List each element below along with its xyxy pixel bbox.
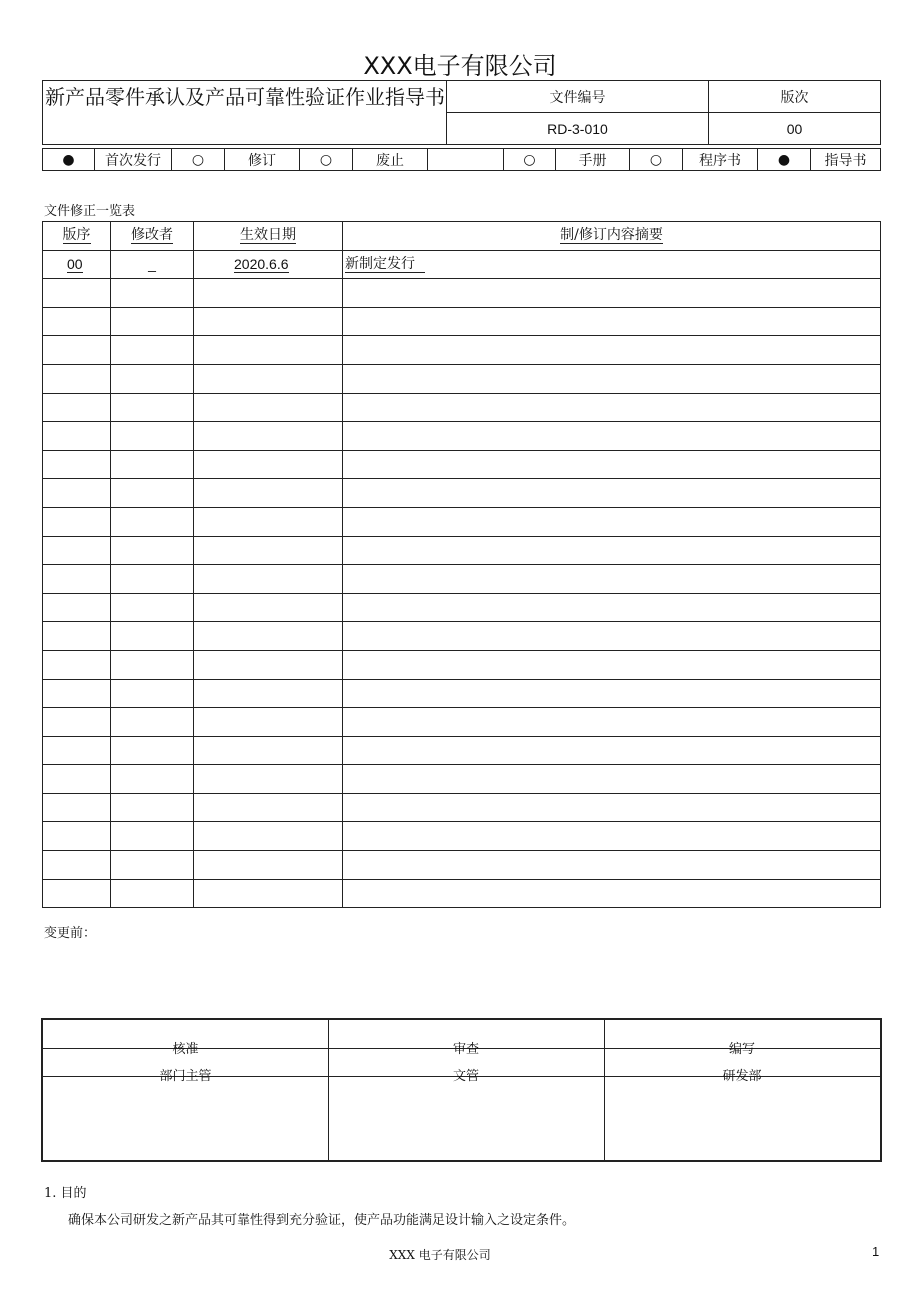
approval-author-label: 编写	[728, 1042, 755, 1057]
table-row	[43, 822, 881, 851]
approval-doc-control-label: 文管	[452, 1069, 479, 1084]
empty-cell	[194, 650, 343, 679]
empty-cell	[111, 422, 194, 451]
status-manual-mark: ○	[504, 149, 556, 171]
status-blank-cell	[428, 149, 504, 171]
empty-cell	[111, 507, 194, 536]
table-row	[43, 679, 881, 708]
page-number: 1	[872, 1244, 880, 1259]
empty-cell	[343, 536, 881, 565]
version-label: 版次	[709, 81, 881, 113]
doc-number-value: RD-3-010	[447, 113, 709, 145]
table-row	[43, 565, 881, 594]
table-row	[43, 650, 881, 679]
approval-signature-box	[41, 1018, 882, 1162]
empty-cell	[111, 650, 194, 679]
empty-cell	[343, 851, 881, 880]
empty-cell	[111, 307, 194, 336]
revision-table	[42, 221, 881, 908]
empty-cell	[111, 593, 194, 622]
document-title: 新产品零件承认及产品可靠性验证作业指导书	[43, 81, 447, 145]
table-row	[43, 622, 881, 651]
empty-cell	[343, 364, 881, 393]
empty-cell	[43, 593, 111, 622]
empty-cell	[194, 736, 343, 765]
header-effective-date: 生效日期	[240, 227, 296, 244]
empty-cell	[194, 336, 343, 365]
row-date: 2020.6.6	[234, 255, 289, 272]
approval-rd-dept-label: 研发部	[722, 1069, 762, 1084]
empty-cell	[111, 450, 194, 479]
empty-cell	[343, 393, 881, 422]
table-row	[43, 708, 881, 737]
empty-cell	[343, 422, 881, 451]
empty-cell	[194, 364, 343, 393]
status-manual-label: 手册	[556, 149, 630, 171]
empty-cell	[43, 536, 111, 565]
header-summary: 制/修订内容摘要	[560, 227, 663, 244]
empty-cell	[43, 822, 111, 851]
status-instruction-mark: ●	[758, 149, 811, 171]
empty-cell	[111, 708, 194, 737]
table-row	[43, 279, 881, 308]
empty-cell	[343, 679, 881, 708]
empty-cell	[194, 279, 343, 308]
row-summary: 新制定发行	[345, 256, 425, 273]
table-row	[43, 422, 881, 451]
status-revision-label: 修订	[225, 149, 300, 171]
revision-table-caption: 文件修正一览表	[44, 204, 136, 219]
header-version: 版序	[62, 227, 91, 244]
empty-cell	[343, 650, 881, 679]
document-status-row	[42, 148, 881, 171]
table-row	[43, 851, 881, 880]
purpose-heading: 1. 目的	[44, 1186, 87, 1201]
empty-cell	[343, 593, 881, 622]
empty-cell	[43, 793, 111, 822]
status-revision-mark: ○	[172, 149, 225, 171]
footer-company: XXX 电子有限公司	[389, 1248, 491, 1262]
empty-cell	[343, 507, 881, 536]
empty-cell	[343, 793, 881, 822]
table-row	[43, 250, 881, 279]
empty-cell	[111, 793, 194, 822]
empty-cell	[194, 507, 343, 536]
empty-cell	[343, 565, 881, 594]
empty-cell	[111, 679, 194, 708]
empty-cell	[43, 851, 111, 880]
revision-header-row	[43, 222, 881, 251]
status-abolish-mark: ○	[300, 149, 353, 171]
empty-cell	[43, 364, 111, 393]
version-value: 00	[709, 113, 881, 145]
empty-cell	[111, 851, 194, 880]
empty-cell	[343, 479, 881, 508]
approval-approve-label: 核准	[172, 1042, 199, 1057]
empty-cell	[43, 650, 111, 679]
empty-cell	[194, 307, 343, 336]
empty-cell	[43, 708, 111, 737]
empty-cell	[343, 708, 881, 737]
empty-cell	[111, 565, 194, 594]
empty-cell	[194, 793, 343, 822]
empty-cell	[343, 879, 881, 908]
empty-cell	[43, 565, 111, 594]
header-editor: 修改者	[131, 227, 173, 244]
empty-cell	[111, 279, 194, 308]
table-row	[43, 765, 881, 794]
empty-cell	[43, 736, 111, 765]
empty-cell	[43, 336, 111, 365]
table-row	[43, 736, 881, 765]
empty-cell	[111, 393, 194, 422]
table-row	[43, 307, 881, 336]
empty-cell	[194, 622, 343, 651]
table-row	[43, 336, 881, 365]
empty-cell	[194, 536, 343, 565]
empty-cell	[111, 765, 194, 794]
empty-cell	[43, 879, 111, 908]
empty-cell	[43, 307, 111, 336]
empty-cell	[343, 307, 881, 336]
empty-cell	[343, 279, 881, 308]
empty-cell	[111, 364, 194, 393]
empty-cell	[43, 507, 111, 536]
purpose-body: 确保本公司研发之新产品其可靠性得到充分验证，使产品功能满足设计输入之设定条件。	[68, 1213, 576, 1228]
empty-cell	[343, 736, 881, 765]
empty-cell	[43, 279, 111, 308]
empty-cell	[343, 765, 881, 794]
table-row	[43, 536, 881, 565]
empty-cell	[111, 479, 194, 508]
empty-cell	[111, 622, 194, 651]
empty-cell	[194, 679, 343, 708]
table-row	[43, 879, 881, 908]
status-first-issue-label: 首次发行	[95, 149, 172, 171]
empty-cell	[43, 450, 111, 479]
empty-cell	[194, 393, 343, 422]
empty-cell	[194, 879, 343, 908]
approval-review-label: 审查	[452, 1042, 479, 1057]
table-row	[43, 793, 881, 822]
empty-cell	[343, 822, 881, 851]
table-row	[43, 593, 881, 622]
status-procedure-mark: ○	[630, 149, 683, 171]
empty-cell	[43, 679, 111, 708]
row-version: 00	[67, 255, 83, 272]
table-row	[43, 507, 881, 536]
table-row	[43, 479, 881, 508]
empty-cell	[194, 851, 343, 880]
company-title: XXX电子有限公司	[363, 52, 557, 80]
approval-dept-head-label: 部门主管	[159, 1069, 212, 1084]
empty-cell	[111, 336, 194, 365]
table-row	[43, 393, 881, 422]
doc-number-label: 文件编号	[447, 81, 709, 113]
empty-cell	[343, 336, 881, 365]
row-editor: _	[148, 255, 156, 272]
empty-cell	[194, 422, 343, 451]
empty-cell	[43, 422, 111, 451]
status-instruction-label: 指导书	[811, 149, 881, 171]
empty-cell	[194, 593, 343, 622]
empty-cell	[194, 450, 343, 479]
empty-cell	[111, 736, 194, 765]
empty-cell	[194, 765, 343, 794]
empty-cell	[43, 765, 111, 794]
table-row	[43, 450, 881, 479]
table-row	[43, 364, 881, 393]
empty-cell	[194, 822, 343, 851]
empty-cell	[43, 479, 111, 508]
change-before-label: 变更前：	[44, 926, 97, 941]
status-abolish-label: 废止	[353, 149, 428, 171]
empty-cell	[343, 450, 881, 479]
empty-cell	[194, 565, 343, 594]
document-header-table	[42, 80, 881, 145]
empty-cell	[43, 393, 111, 422]
empty-cell	[111, 879, 194, 908]
status-first-issue-mark: ●	[43, 149, 95, 171]
empty-cell	[194, 708, 343, 737]
empty-cell	[111, 822, 194, 851]
empty-cell	[43, 622, 111, 651]
status-procedure-label: 程序书	[683, 149, 758, 171]
empty-cell	[343, 622, 881, 651]
empty-cell	[194, 479, 343, 508]
empty-cell	[111, 536, 194, 565]
